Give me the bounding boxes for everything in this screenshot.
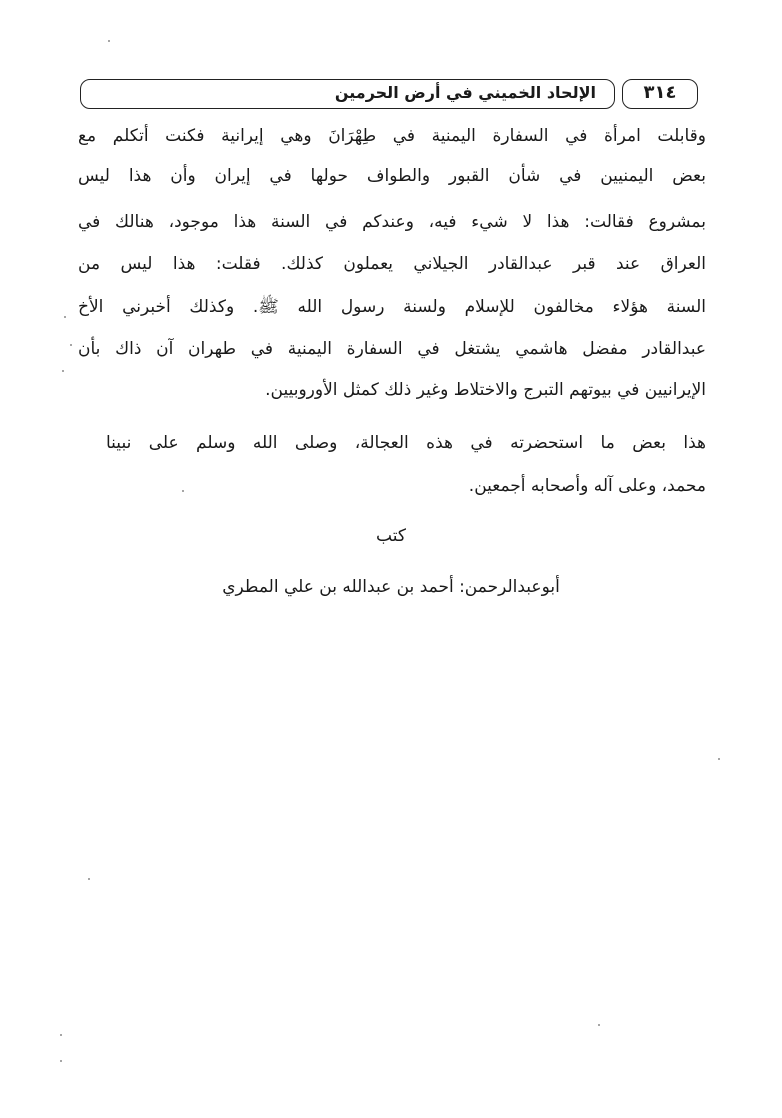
text-line: بعض اليمنيين في شأن القبور والطواف حولها في إيران وأن هذا ليس (78, 166, 706, 186)
text-line: الإيرانيين في بيوتهم التبرج والاختلاط وغير ذلك كمثل الأوروبيين. (265, 380, 706, 400)
text-line: السنة هؤلاء مخالفون للإسلام ولسنة رسول الله ﷺ. وكذلك أخبرني الأخ (78, 297, 706, 317)
scan-speck (108, 40, 110, 42)
signature-author: أبوعبدالرحمن: أحمد بن عبدالله بن علي المطري (222, 577, 560, 597)
text-line: هذا بعض ما استحضرته في هذه العجالة، وصلى الله وسلم على نبينا (106, 433, 706, 453)
scan-speck (598, 1024, 600, 1026)
scan-speck (64, 316, 66, 318)
scan-speck (70, 344, 72, 346)
text-line: عبدالقادر مفضل هاشمي يشتغل في السفارة اليمنية في طهران آن ذاك بأن (78, 339, 706, 359)
scan-speck (88, 878, 90, 880)
scan-speck (60, 1034, 62, 1036)
text-line: بمشروع فقالت: هذا لا شيء فيه، وعندكم في السنة هذا موجود، هنالك في (78, 212, 706, 232)
book-title: الإلحاد الخميني في أرض الحرمين (334, 83, 596, 102)
scan-speck (182, 490, 184, 492)
page-number-box (622, 79, 698, 109)
scan-speck (718, 758, 720, 760)
running-header (80, 79, 615, 109)
text-line: محمد، وعلى آله وأصحابه أجمعين. (468, 476, 706, 496)
page-number: ٣١٤ (643, 82, 677, 103)
scan-speck (60, 1060, 62, 1062)
text-line: العراق عند قبر عبدالقادر الجيلاني يعملون كذلك. فقلت: هذا ليس من (78, 254, 706, 274)
text-line: وقابلت امرأة في السفارة اليمنية في طِهْرَانَ وهي إيرانية فكنت أتكلم مع (78, 126, 706, 146)
signature-label: كتب (376, 526, 406, 546)
scan-speck (62, 370, 64, 372)
